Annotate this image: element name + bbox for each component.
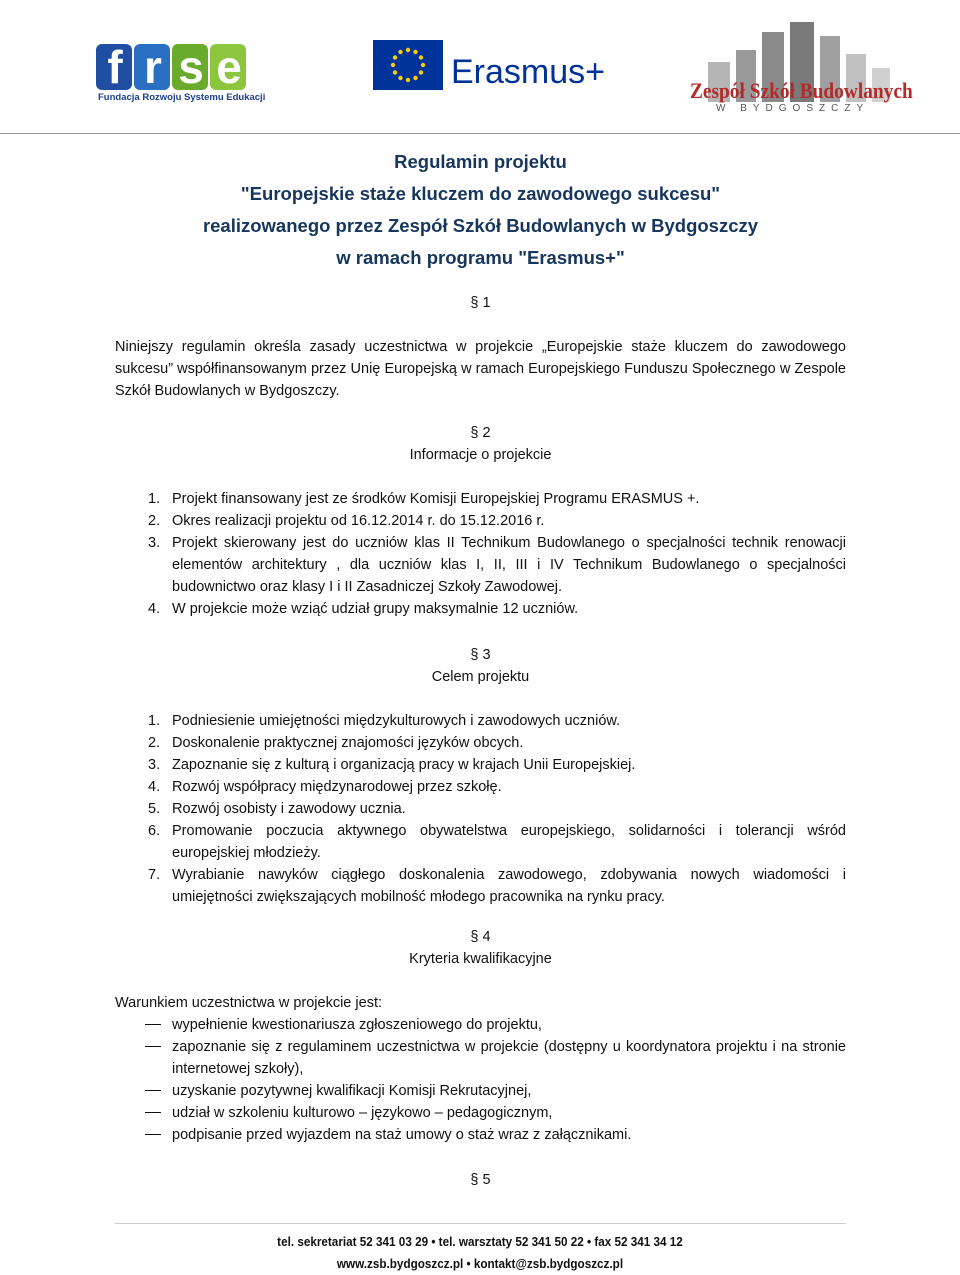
list-text: Projekt skierowany jest do uczniów klas II Technikum Budowlanego o specjalności technik renowacji elementów architektury , dla uczniów klas I, II, III i IV Technikum Budowlanego o specjalności budownictwo oraz klasy I i II Zasadniczej Szkoły Zawodowej. — [172, 535, 846, 595]
list-text: Zapoznanie się z kulturą i organizacją pracy w krajach Unii Europejskiej. — [172, 757, 636, 773]
title-line: Regulamin projektu — [394, 151, 567, 172]
school-name: Zespół Szkół Budowlanych — [690, 78, 913, 103]
frse-logo — [96, 41, 266, 104]
list-text: Rozwój osobisty i zawodowy ucznia. — [172, 801, 406, 817]
list-item — [115, 754, 846, 776]
list-text: Wyrabianie nawyków ciągłego doskonalenia zawodowego, zdobywania nowych wiadomości i umiejętności zwiększających mobilność młodego pracownika na rynku pracy. — [172, 867, 846, 905]
section-heading: § 3 — [470, 647, 491, 663]
section-3 — [115, 644, 846, 908]
footer-contact-phones: tel. sekretariat 52 341 03 29 • tel. warsztaty 52 341 50 22 • fax 52 341 34 12 — [277, 1234, 683, 1249]
list-item — [115, 864, 846, 908]
dash-bullet-icon — [145, 1090, 161, 1091]
list-item — [115, 510, 846, 532]
section-4 — [115, 926, 846, 1146]
section-subheading: Informacje o projekcie — [409, 447, 552, 463]
list-number: 2. — [148, 735, 161, 751]
list-item — [115, 710, 846, 732]
erasmus-logo-text: Erasmus+ — [451, 53, 605, 91]
list-text: Promowanie poczucia aktywnego obywatelstwa europejskiego, solidarności i tolerancji wśród europejskiej młodzieży. — [172, 823, 846, 861]
frse-letters — [96, 41, 248, 93]
list-text: wypełnienie kwestionariusza zgłoszeniowego do projektu, — [172, 1017, 542, 1033]
section-heading: § 5 — [470, 1172, 491, 1188]
list-item — [115, 1124, 846, 1146]
footer-contact-web: www.zsb.bydgoszcz.pl • kontakt@zsb.bydgoszcz.pl — [336, 1256, 624, 1271]
dash-bullet-icon — [145, 1024, 161, 1025]
frse-letter: s — [172, 44, 208, 90]
numbered-list — [115, 488, 846, 620]
list-item — [115, 598, 846, 620]
eu-flag-icon — [373, 40, 443, 90]
list-item — [115, 1014, 846, 1036]
section-2 — [115, 422, 846, 620]
list-item — [115, 776, 846, 798]
section-subheading: Celem projektu — [431, 669, 530, 685]
list-number: 1. — [148, 491, 161, 507]
list-text: udział w szkoleniu kulturowo – językowo – pedagogicznym, — [172, 1105, 553, 1121]
numbered-list — [115, 710, 846, 908]
list-text: Podniesienie umiejętności międzykulturowych i zawodowych uczniów. — [172, 713, 621, 729]
list-number: 3. — [148, 535, 161, 551]
list-item — [115, 488, 846, 510]
section-1 — [115, 292, 846, 402]
list-text: zapoznanie się z regulaminem uczestnictwa w projekcie (dostępny u koordynatora projektu i na stronie internetowej szkoły), — [172, 1039, 846, 1077]
list-text: Projekt finansowany jest ze środków Komisji Europejskiej Programu ERASMUS +. — [172, 491, 700, 507]
frse-letter: e — [210, 44, 246, 90]
title-line: w ramach programu "Erasmus+" — [336, 247, 625, 268]
frse-subtitle: Fundacja Rozwoju Systemu Edukacji — [98, 92, 266, 103]
section-heading: § 2 — [470, 425, 491, 441]
list-item — [115, 1036, 846, 1080]
section-heading: § 4 — [470, 929, 491, 945]
list-item — [115, 1080, 846, 1102]
footer-divider — [115, 1223, 846, 1224]
dash-bullet-icon — [145, 1112, 161, 1113]
document-title — [115, 146, 846, 274]
list-text: W projekcie może wziąć udział grupy maksymalnie 12 uczniów. — [172, 601, 579, 617]
section-intro: Warunkiem uczestnictwa w projekcie jest: — [115, 995, 382, 1011]
dash-bullet-icon — [145, 1134, 161, 1135]
section-5 — [115, 1169, 846, 1191]
list-item — [115, 798, 846, 820]
list-text: podpisanie przed wyjazdem na staż umowy o staż wraz z załącznikami. — [172, 1127, 632, 1143]
dash-list — [115, 1014, 846, 1146]
list-item — [115, 820, 846, 864]
title-line: "Europejskie staże kluczem do zawodowego sukcesu" — [240, 183, 721, 204]
page-header — [0, 0, 960, 135]
title-line: realizowanego przez Zespół Szkół Budowlanych w Bydgoszczy — [202, 215, 759, 236]
list-text: Rozwój współpracy międzynarodowej przez szkołę. — [172, 779, 502, 795]
section-subheading: Kryteria kwalifikacyjne — [409, 951, 552, 967]
list-number: 2. — [148, 513, 161, 529]
list-number: 4. — [148, 601, 161, 617]
list-number: 4. — [148, 779, 161, 795]
section-paragraph: Niniejszy regulamin określa zasady uczestnictwa w projekcie „Europejskie staże kluczem do zawodowego sukcesu” współfinansowanym przez Unię Europejską w ramach Europejskiego Funduszu Społecznego w Zespole Szkół Budowlanych w Bydgoszczy. — [115, 339, 846, 399]
header-divider — [0, 133, 960, 134]
list-item — [115, 1102, 846, 1124]
list-text: Okres realizacji projektu od 16.12.2014 r. do 15.12.2016 r. — [172, 513, 545, 529]
list-number: 5. — [148, 801, 161, 817]
school-city: W BYDGOSZCZY — [716, 103, 870, 114]
list-number: 7. — [148, 867, 161, 883]
list-number: 6. — [148, 823, 161, 839]
list-item — [115, 532, 846, 598]
list-item — [115, 732, 846, 754]
frse-letter: r — [134, 44, 170, 90]
dash-bullet-icon — [145, 1046, 161, 1047]
section-heading: § 1 — [470, 295, 491, 311]
list-text: Doskonalenie praktycznej znajomości języków obcych. — [172, 735, 524, 751]
frse-letter: f — [96, 44, 132, 90]
list-number: 1. — [148, 713, 161, 729]
list-text: uzyskanie pozytywnej kwalifikacji Komisji Rekrutacyjnej, — [172, 1083, 532, 1099]
list-number: 3. — [148, 757, 161, 773]
